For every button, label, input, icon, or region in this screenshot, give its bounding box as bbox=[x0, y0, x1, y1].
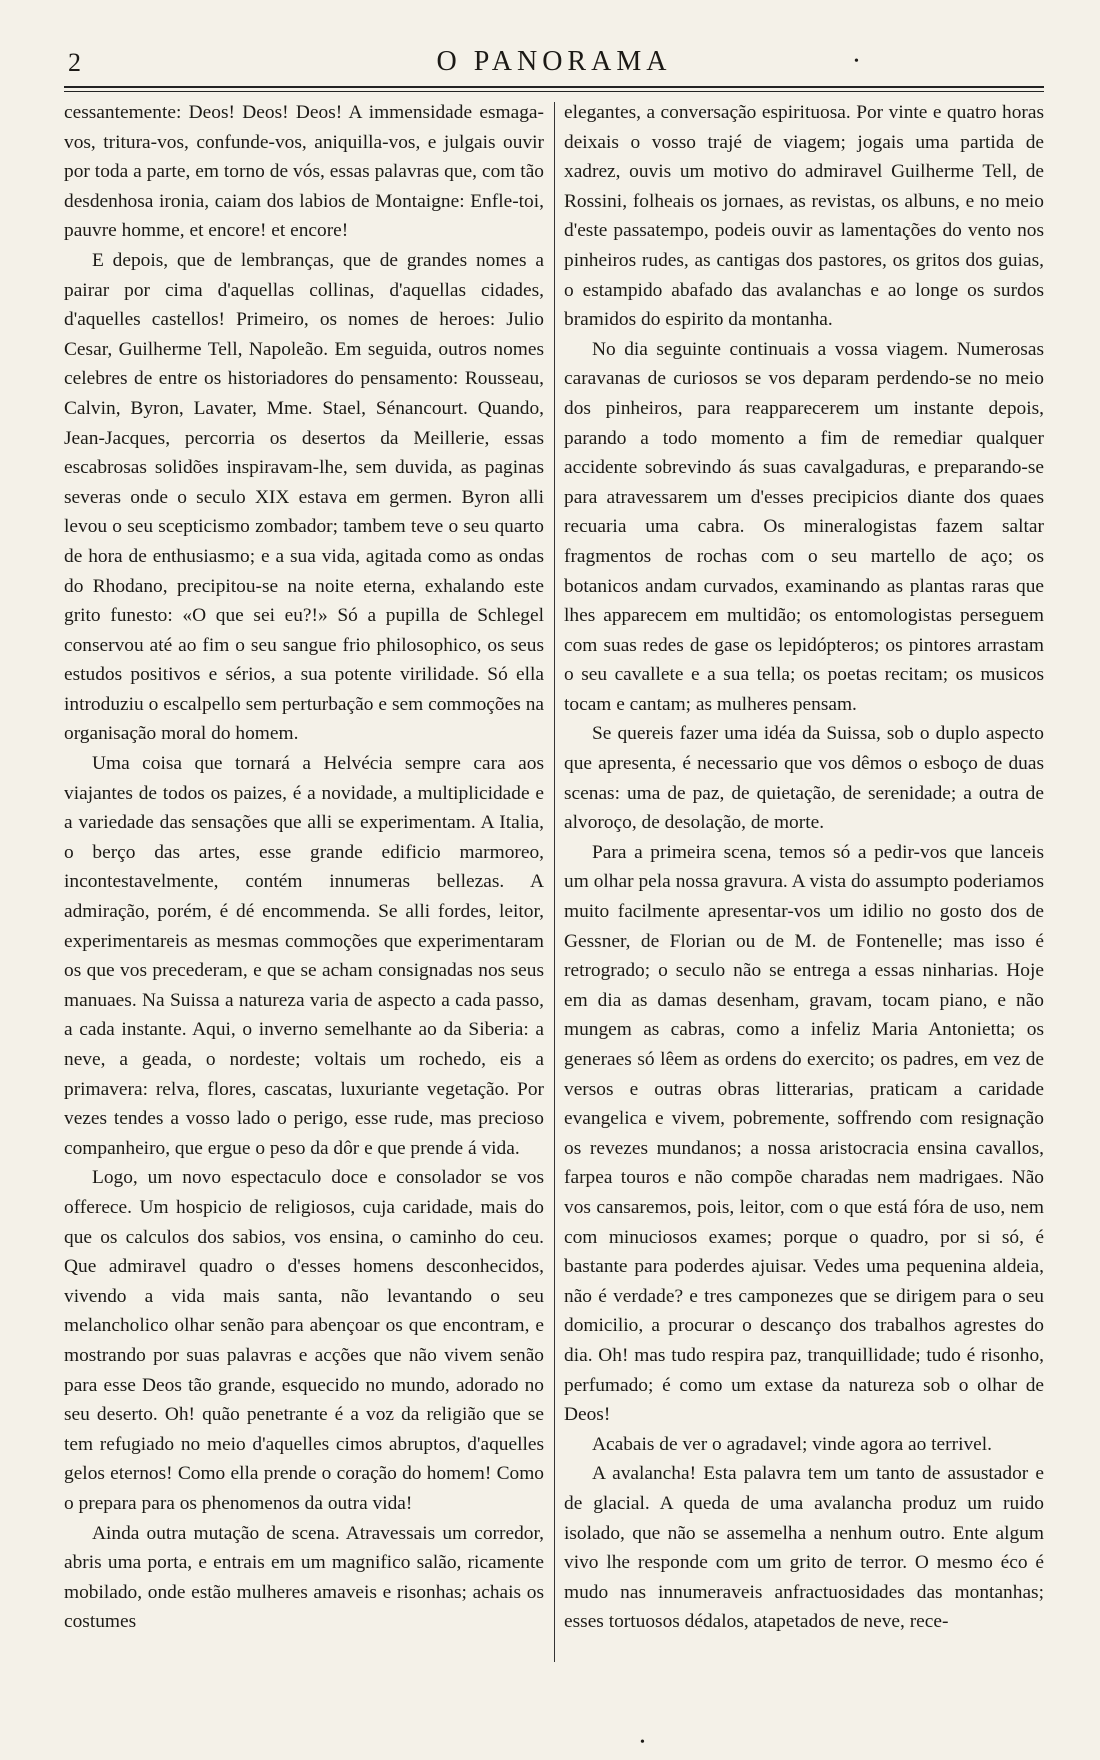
paragraph: Se quereis fazer uma idéa da Suissa, sob o duplo aspecto que apresenta, é necessario que vos dêmos o esboço de duas scenas: uma de paz, de quietação, de serenidade; a outra de alvoroço, de desolação, de morte. bbox=[564, 723, 1044, 834]
paragraph: Ainda outra mutação de scena. Atravessais um corredor, abris uma porta, e entrais em um magnifico salão, ricamente mobilado, onde estão mulheres amaveis e risonhas; achais os costumes bbox=[64, 1522, 544, 1633]
paragraph: Uma coisa que tornará a Helvécia sempre cara aos viajantes de todos os paizes, é a novidade, a multiplicidade e a variedade das sensações que alli se experimentam. A Italia, o berço das artes, esse grande edificio marmoreo, incontestavelmente, contém innumeras bellezas. A admiração, porém, é dé encommenda. Se alli fordes, leitor, experimentareis as mesmas commoções que experimentaram os que vos precederam, e que se acham consignadas nos seus manuaes. Na Suissa a natureza varia de aspecto a cada passo, a cada instante. Aqui, o inverno semelhante ao da Siberia: a neve, a geada, o nordeste; voltais um rochedo, eis a primavera: relva, flores, cascatas, luxuriante vegetação. Por vezes tendes a vosso lado o perigo, esse rude, mas precioso companheiro, que ergue o peso da dôr e que prende á vida. bbox=[64, 753, 544, 1159]
paragraph: A avalancha! Esta palavra tem um tanto de assustador e de glacial. A queda de uma avalancha produz um ruido isolado, que não se assemelha a nenhum outro. Ente algum vivo lhe responde com um grito de terror. O mesmo éco é mudo nas innumeraveis anfractuosidades das montanhas; esses tortuosos dédalos, atapetados de neve, rece- bbox=[564, 1463, 1044, 1633]
paragraph: elegantes, a conversação espirituosa. Por vinte e quatro horas deixais o vosso trajé de viagem; jogais uma partida de xadrez, ouvis um motivo do admiravel Guilherme Tell, de Rossini, folheais os jornaes, as revistas, os albuns, e no meio d'este passatempo, podeis ouvir as lamentações do vento nos pinheiros rudes, as cantigas dos pastores, os gritos dos guias, o estampido abafado das avalanchas e ao longe os surdos bramidos do espirito da montanha. bbox=[564, 102, 1044, 331]
ink-speck: • bbox=[640, 1735, 645, 1750]
paragraph: cessantemente: Deos! Deos! Deos! A immensidade esmaga-vos, tritura-vos, confunde-vos, aniquilla-vos, e julgais ouvir por toda a parte, em torno de vós, essas palavras que, com tão desdenhosa ironia, caiam dos labios de Montaigne: Enfle-toi, pauvre homme, et encore! et encore! bbox=[64, 102, 544, 242]
paragraph: Logo, um novo espectaculo doce e consolador se vos offerece. Um hospicio de religiosos, cuja caridade, mais do que os calculos dos sabios, vos ensina, o caminho do ceu. Que admiravel quadro o d'esses homens desconhecidos, vivendo a vida mais santa, não levantando o seu melancholico olhar senão para abençoar os que encontram, e mostrando por suas palavras e acções que não vivem senão para esse Deos tão grande, esquecido no mundo, adorado no seu deserto. Oh! quão penetrante é a voz da religião que se tem refugiado no meio d'aquelles cimos abruptos, d'aquelles gelos eternos! Como ella prende o coração do homem! Como o prepara para os phenomenos da outra vida! bbox=[64, 1167, 544, 1514]
paragraph: Para a primeira scena, temos só a pedir-vos que lanceis um olhar pela nossa gravura. A vista do assumpto poderiamos muito facilmente apresentar-vos um idilio no gosto dos de Gessner, de Florian ou de M. de Fontenelle; mas isso é retrogrado; o seculo não se entrega a essas ninharias. Hoje em dia as damas desenham, gravam, tocam piano, e não mungem as cabras, como a infeliz Maria Antonietta; os generaes só lêem as ordens do exercito; os padres, em vez de versos e outras obras litterarias, praticam a caridade evangelica e vivem, pobremente, soffrendo com resignação os revezes mundanos; a nossa aristocracia ensina cavallos, farpea touros e não compõe charadas nem madrigaes. Não vos cansaremos, pois, leitor, com o que está fóra de uso, nem com minuciosos exames; porque o quadro, por si só, é bastante para poderdes ajuisar. Vedes uma pequenina aldeia, não é verdade? e tres camponezes que se dirigem para o seu domicilio, a procurar o descanço dos trabalhos agrestes do dia. Oh! mas tudo respira paz, tranquillidade; tudo é risonho, perfumado; é como um extase da natureza sob o olhar de Deos! bbox=[564, 841, 1044, 1426]
running-title: O PANORAMA bbox=[436, 46, 672, 77]
ink-speck: • bbox=[854, 54, 859, 69]
text-columns bbox=[64, 98, 1044, 1678]
paragraph: E depois, que de lembranças, que de grandes nomes a pairar por cima d'aquellas collinas, d'aquellas cidades, d'aquelles castellos! Primeiro, os nomes de heroes: Julio Cesar, Guilherme Tell, Napoleão. Em seguida, outros nomes celebres de entre os historiadores do pensamento: Rousseau, Calvin, Byron, Lavater, Mme. Stael, Sénancourt. Quando, Jean-Jacques, percorria os desertos da Meillerie, essas escabrosas solidões inspiravam-lhe, sem duvida, as paginas severas onde o seculo XIX estava em germen. Byron alli levou o seu scepticismo zombador; tambem teve o seu quarto de hora de enthusiasmo; e a sua vida, agitada como as ondas do Rhodano, precipitou-se na noite eterna, exhalando este grito funesto: «O que sei eu?!» Só a pupilla de Schlegel conservou até ao fim o seu sangue frio philosophico, os seus estudos positivos e sérios, a sua potente virilidade. Só ella introduziu o escalpello sem perturbação e sem commoções na organisação moral do homem. bbox=[64, 249, 544, 745]
paragraph: No dia seguinte continuais a vossa viagem. Numerosas caravanas de curiosos se vos deparam perdendo-se no meio dos pinheiros, para reapparecerem um instante depois, parando a todo momento a fim de remediar qualquer accidente sobrevindo ás suas cavalgaduras, e preparando-se para atravessarem um d'esses precipicios diante dos quaes recuaria uma cabra. Os mineralogistas fazem saltar fragmentos de rochas com o seu martello de aço; os botanicos andam curvados, examinando as plantas raras que lhes apparecem em multidão; os entomologistas perseguem com suas redes de gase os lepidópteros; os pintores arrastam o seu cavallete e a sua tella; os poetas recitam; os musicos tocam e cantam; as mulheres pensam. bbox=[564, 338, 1044, 715]
page-header bbox=[64, 38, 1044, 78]
paragraph: Acabais de ver o agradavel; vinde agora ao terrivel. bbox=[592, 1433, 993, 1455]
header-rule-thick bbox=[64, 86, 1044, 88]
column-divider bbox=[554, 102, 555, 1662]
header-rule-thin bbox=[64, 91, 1044, 92]
left-column bbox=[64, 98, 544, 1678]
page-number: 2 bbox=[68, 48, 81, 77]
right-column bbox=[564, 98, 1044, 1678]
